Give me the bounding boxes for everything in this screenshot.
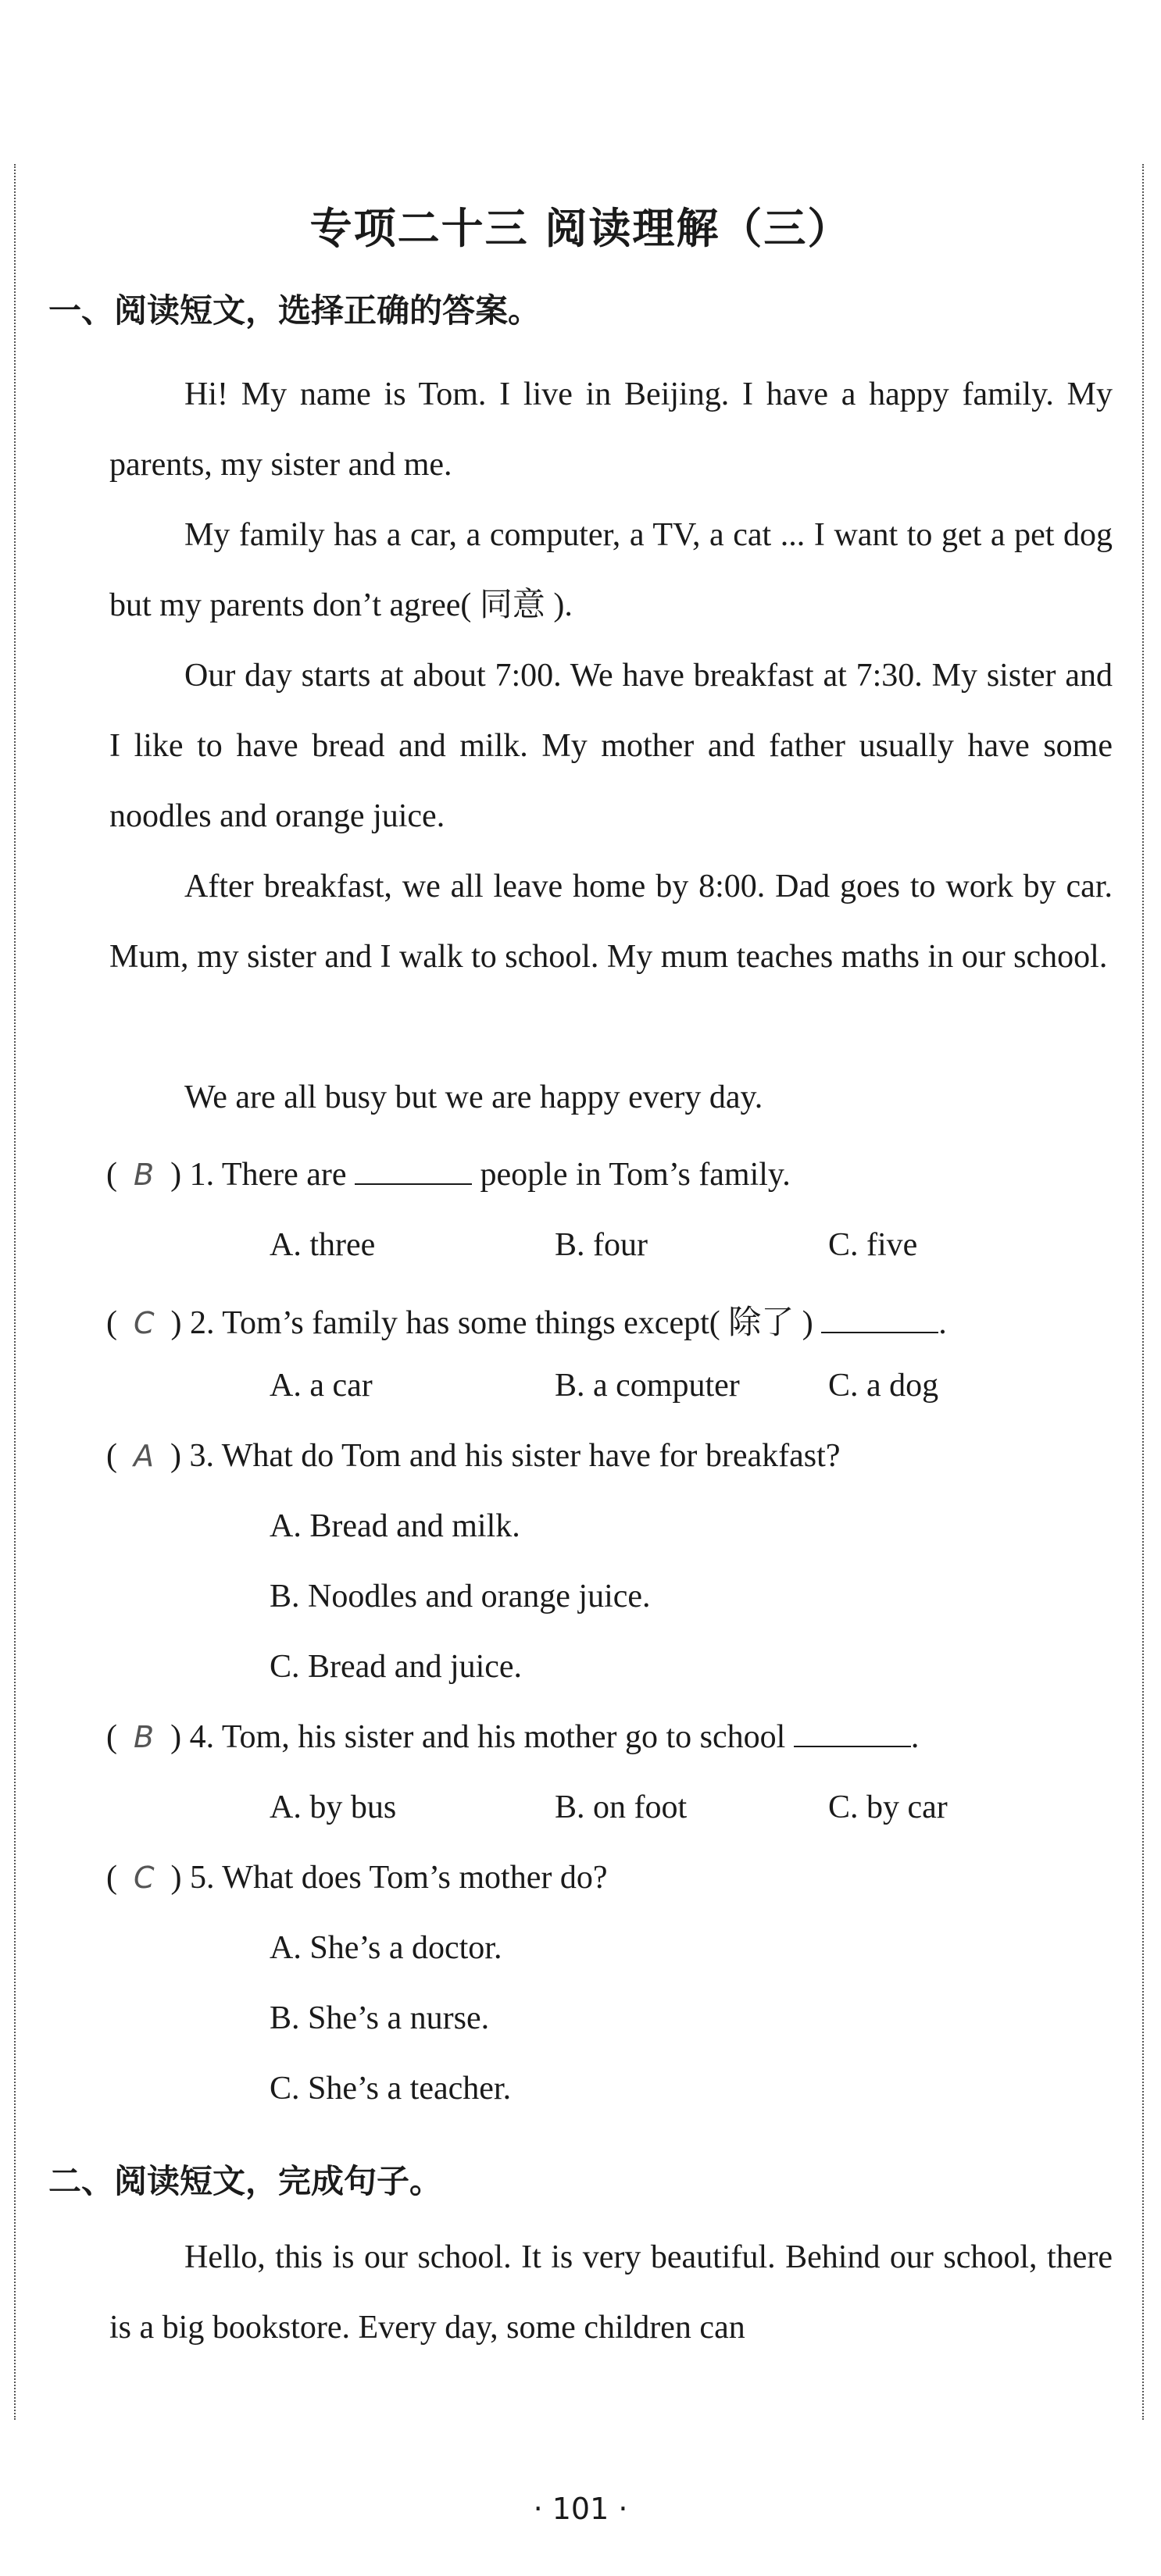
passage-paragraph-5: We are all busy but we are happy every day.	[184, 1079, 763, 1115]
q5-option-b: B. She’s a nurse.	[270, 2000, 490, 2036]
left-dotted-border	[14, 164, 16, 2420]
question-1: ( B ) 1. There are people in Tom’s family.	[106, 1157, 791, 1193]
q1-option-b: B. four	[555, 1227, 648, 1263]
answer-5: C	[134, 1861, 155, 1895]
q2-option-c: C. a dog	[828, 1368, 939, 1404]
page-title: 专项二十三 阅读理解（三）	[309, 204, 852, 253]
answer-1: B	[134, 1158, 155, 1192]
q3-option-a: A. Bread and milk.	[270, 1508, 520, 1544]
question-2: ( C ) 2. Tom’s family has some things except( 除了 ) .	[106, 1305, 947, 1341]
answer-4: B	[134, 1720, 155, 1754]
section1-heading: 一、阅读短文，选择正确的答案。	[48, 291, 541, 330]
section2-heading: 二、阅读短文，完成句子。	[48, 2162, 443, 2200]
q3-option-b: B. Noodles and orange juice.	[270, 1579, 651, 1614]
passage-paragraph-2: My family has a car, a computer, a TV, a cat ... I want to get a pet dog but my parents don’t agree( 同意 ).	[109, 517, 1113, 623]
q5-option-c: C. She’s a teacher.	[270, 2071, 512, 2107]
answer-blank	[821, 1305, 938, 1333]
answer-2: C	[134, 1306, 155, 1340]
q1-option-c: C. five	[828, 1227, 918, 1263]
q4-option-a: A. by bus	[270, 1789, 397, 1825]
answer-blank	[355, 1157, 472, 1185]
q2-option-a: A. a car	[270, 1368, 373, 1404]
answer-3: A	[134, 1439, 154, 1473]
q5-option-a: A. She’s a doctor.	[270, 1930, 502, 1966]
passage-paragraph-1: Hi! My name is Tom. I live in Beijing. I have a happy family. My parents, my sister and me.	[109, 376, 1113, 483]
question-4: ( B ) 4. Tom, his sister and his mother go to school .	[106, 1719, 920, 1755]
question-5: ( C ) 5. What does Tom’s mother do?	[106, 1860, 608, 1896]
passage-paragraph-4: After breakfast, we all leave home by 8:00. Dad goes to work by car. Mum, my sister and I walk to school. My mum teaches maths in our school.	[109, 869, 1113, 975]
q4-option-b: B. on foot	[555, 1789, 688, 1825]
q3-option-c: C. Bread and juice.	[270, 1649, 523, 1685]
question-3: ( A ) 3. What do Tom and his sister have for breakfast?	[106, 1438, 841, 1474]
answer-blank	[794, 1719, 911, 1747]
page-number: · 101 ·	[533, 2492, 628, 2526]
right-dotted-border	[1142, 164, 1144, 2420]
q2-option-b: B. a computer	[555, 1368, 740, 1404]
section2-paragraph: Hello, this is our school. It is very beautiful. Behind our school, there is a big bookstore. Every day, some children can	[109, 2239, 1113, 2346]
passage-paragraph-3: Our day starts at about 7:00. We have breakfast at 7:30. My sister and I like to have bread and milk. My mother and father usually have some noodles and orange juice.	[109, 658, 1113, 834]
q4-option-c: C. by car	[828, 1789, 948, 1825]
q1-option-a: A. three	[270, 1227, 376, 1263]
